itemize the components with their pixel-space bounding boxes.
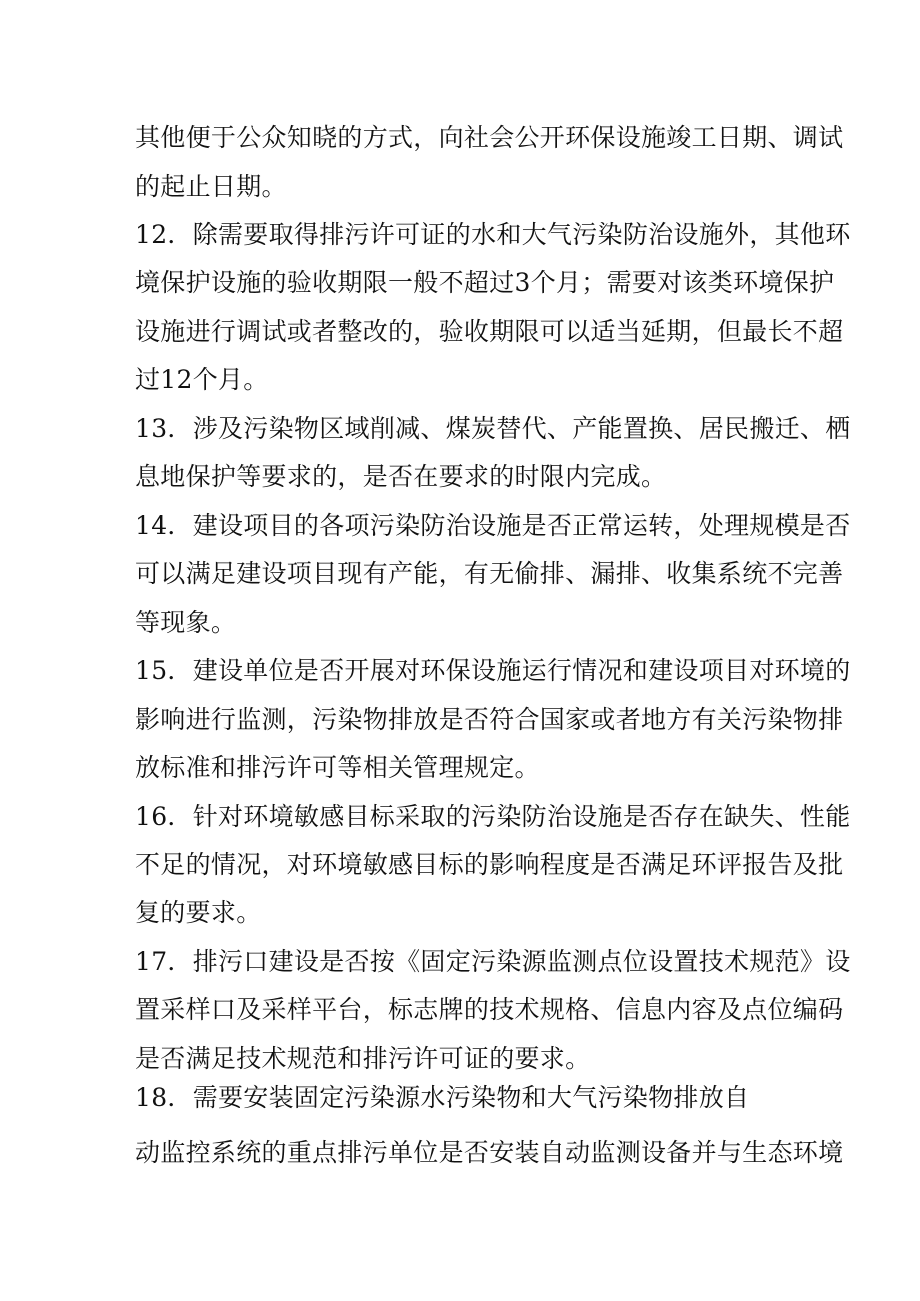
text-line: 等现象。 — [135, 608, 237, 637]
text-line: 的起止日期。 — [135, 172, 287, 201]
text-line: 息地保护等要求的，是否在要求的时限内完成。 — [135, 462, 667, 491]
text-line: 16．针对环境敏感目标采取的污染防治设施是否存在缺失、性能 — [135, 802, 851, 831]
text-line: 放标准和排污许可等相关管理规定。 — [135, 753, 540, 782]
text-line: 影响进行监测，污染物排放是否符合国家或者地方有关污染物排 — [135, 705, 844, 734]
text-line: 复的要求。 — [135, 898, 262, 927]
text-line: 14．建设项目的各项污染防治设施是否正常运转，处理规模是否 — [135, 511, 851, 540]
text-line: 置采样口及采样平台，标志牌的技术规格、信息内容及点位编码 — [135, 995, 844, 1024]
text-line: 动监控系统的重点排污单位是否安装自动监测设备并与生态环境 — [135, 1138, 844, 1167]
text-line: 18．需要安装固定污染源水污染物和大气污染物排放自 — [135, 1083, 750, 1112]
text-line: 17．排污口建设是否按《固定污染源监测点位设置技术规范》设 — [135, 947, 851, 976]
text-line: 不足的情况，对环境敏感目标的影响程度是否满足环评报告及批 — [135, 850, 844, 879]
text-line: 过12个月。 — [135, 365, 269, 394]
text-line: 12．除需要取得排污许可证的水和大气污染防治设施外，其他环 — [135, 220, 851, 249]
text-line: 境保护设施的验收期限一般不超过3个月；需要对该类环境保护 — [135, 268, 835, 297]
text-line: 可以满足建设项目现有产能，有无偷排、漏排、收集系统不完善 — [135, 559, 844, 588]
text-line: 15．建设单位是否开展对环保设施运行情况和建设项目对环境的 — [135, 656, 851, 685]
text-line: 设施进行调试或者整改的，验收期限可以适当延期，但最长不超 — [135, 317, 844, 346]
text-line: 13．涉及污染物区域削减、煤炭替代、产能置换、居民搬迁、栖 — [135, 414, 851, 443]
text-line: 是否满足技术规范和排污许可证的要求。 — [135, 1044, 591, 1073]
text-line: 其他便于公众知晓的方式，向社会公开环保设施竣工日期、调试 — [135, 123, 844, 152]
